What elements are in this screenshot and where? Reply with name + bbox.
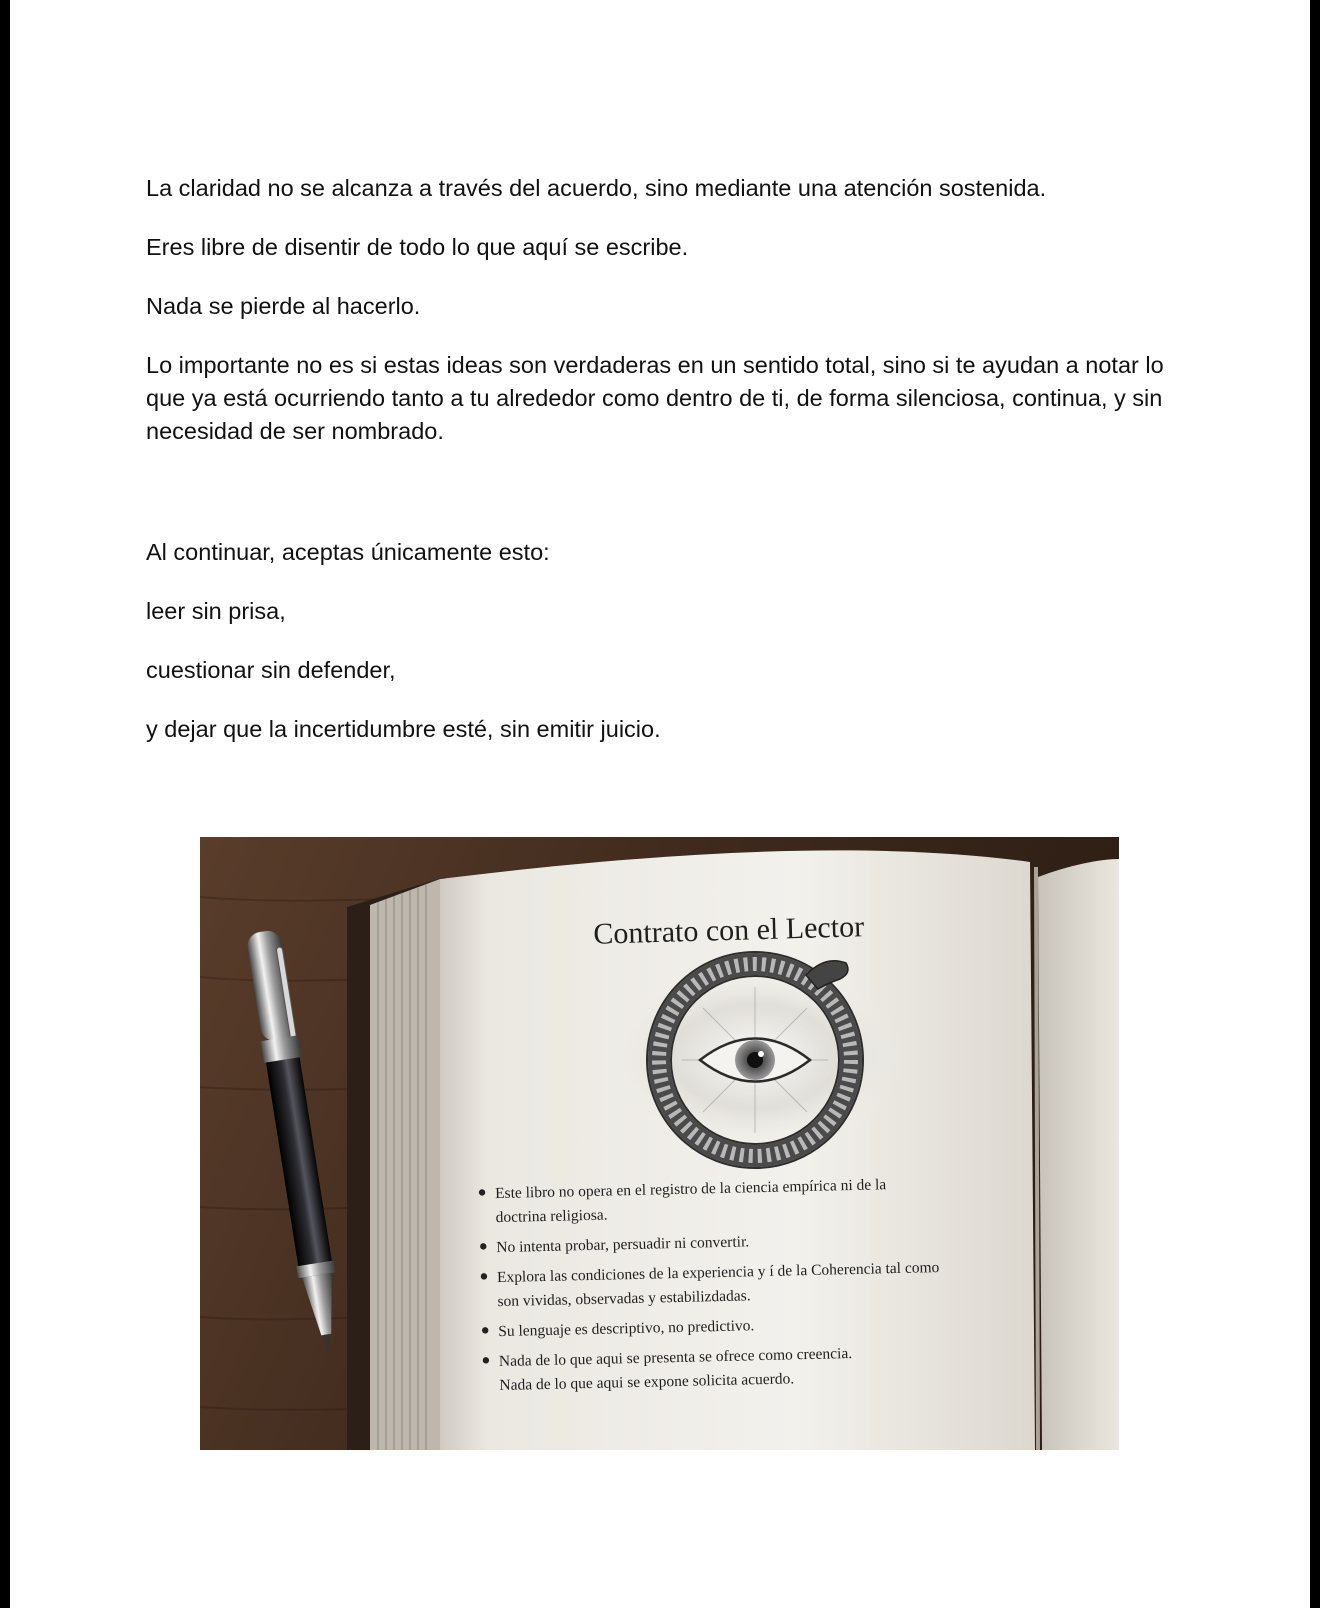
paragraph-text: cuestionar sin defender,	[146, 657, 396, 683]
book-illustration	[200, 837, 1119, 1450]
bullet-item-2-line1: No intenta probar, persuadir ni convertir.	[496, 1233, 750, 1257]
bullet-item-5-line2: Nada de lo que aqui se expone solicita acuerdo.	[499, 1370, 795, 1395]
paragraph-4	[146, 349, 1186, 448]
paragraph-6	[146, 595, 1186, 628]
paragraph-text: y dejar que la incertidumbre esté, sin emitir juicio.	[146, 716, 661, 742]
paragraph-text: Nada se pierde al hacerlo.	[146, 293, 421, 319]
paragraph-1	[146, 172, 1186, 205]
bullet-item-3-line1: Explora las condiciones de la experiencia y í de la Coherencia tal como	[496, 1259, 940, 1287]
bullet-item-3-line2: son vividas, observadas y estabilizdadas.	[497, 1287, 751, 1311]
paragraph-text: leer sin prisa,	[146, 598, 286, 624]
paragraph-text: Al continuar, aceptas únicamente esto:	[146, 539, 550, 565]
paragraph-2	[146, 231, 1186, 264]
bullet-item-1-line1: Este libro no opera en el registro de la ciencia empírica ni de la	[494, 1176, 887, 1203]
book-photo	[200, 837, 1119, 1450]
paragraph-3	[146, 290, 1186, 323]
document-page	[10, 0, 1310, 1608]
facing-page	[1038, 859, 1119, 1450]
paragraph-text: Eres libre de disentir de todo lo que aquí se escribe.	[146, 234, 689, 260]
paragraph-text: La claridad no se alcanza a través del acuerdo, sino mediante una atención sostenida.	[146, 175, 1047, 201]
paragraph-text: Lo importante no es si estas ideas son verdaderas en un sentido total, sino si te ayudan a notar lo que ya está ocurriendo tanto a tu alrededor como dentro de ti, de forma silenciosa, continua, y sin necesidad de ser nombrado.	[146, 352, 1164, 444]
bullet-item-4-line1: Su lenguaje es descriptivo, no predictivo.	[498, 1317, 755, 1341]
paragraph-7	[146, 654, 1186, 687]
book-title: Contrato con el Lector	[592, 910, 865, 951]
bullet-item-1-line2: doctrina religiosa.	[495, 1206, 608, 1227]
bullet-item-5-line1: Nada de lo que aqui se presenta se ofrece como creencia.	[498, 1345, 853, 1371]
paragraph-8	[146, 713, 1186, 746]
paragraph-5	[146, 536, 1186, 569]
